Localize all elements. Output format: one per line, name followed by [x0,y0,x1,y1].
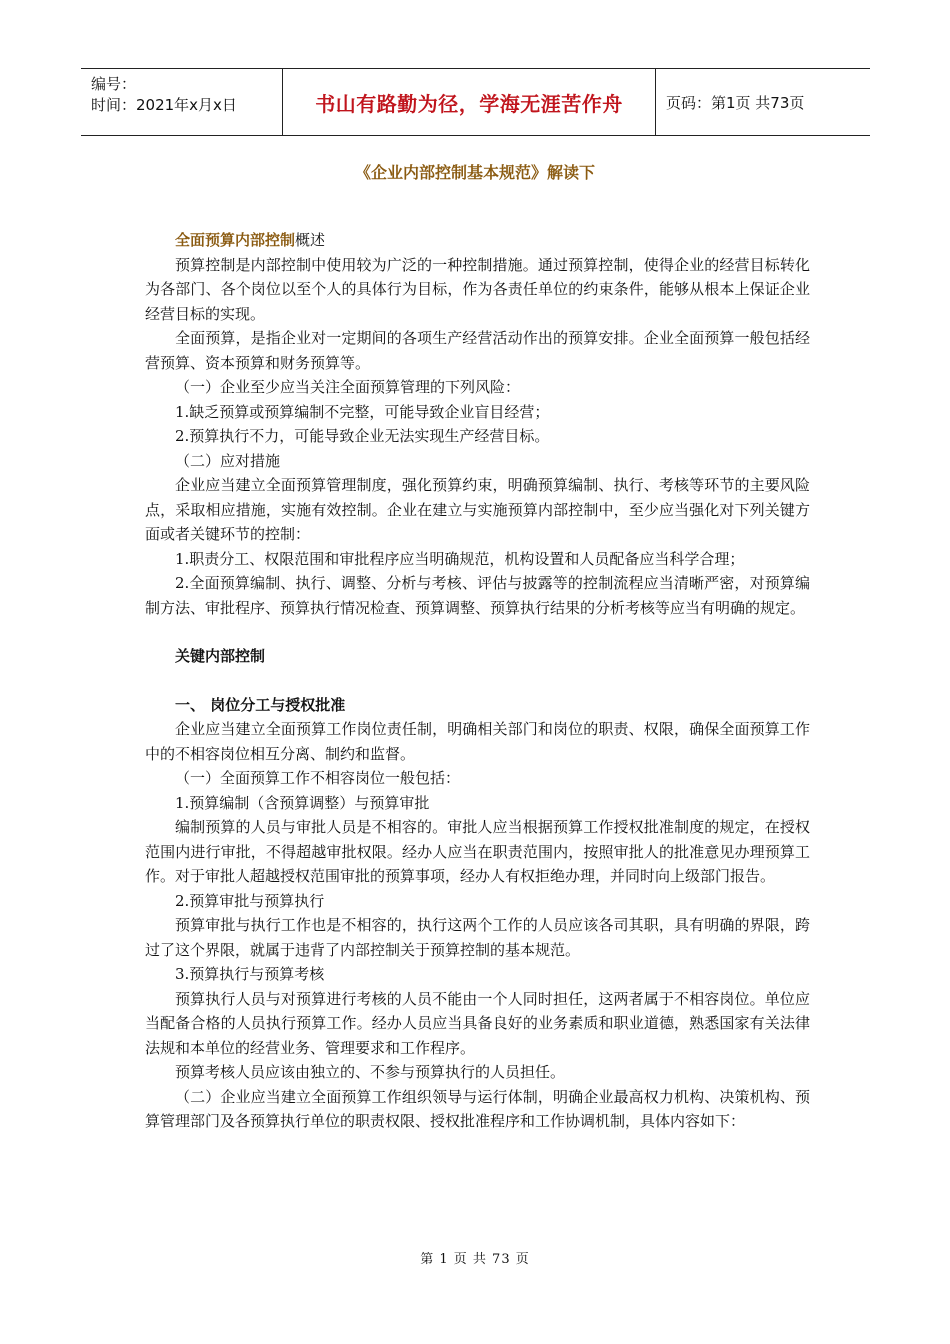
paragraph: 2.全面预算编制、执行、调整、分析与考核、评估与披露等的控制流程应当清晰严密，对预算编制方法、审批程序、预算执行情况检查、预算调整、预算执行结果的分析考核等应当有明确的规定。 [145,574,810,617]
paragraph: （一）全面预算工作不相容岗位一般包括： [175,769,461,787]
header-page-info: 页码：第1页 共73页 [666,93,805,112]
paragraph: （二）应对措施 [175,451,281,470]
paragraph: 编制预算的人员与审批人员是不相容的。审批人应当根据预算工作授权批准制度的规定，在授权范围内进行审批，不得超越审批权限。经办人应当在职责范围内，按照审批人的批准意见办理预算工作。对于审批人超越授权范围审批的预算事项，经办人有权拒绝办理，并同时向上级部门报告。 [145,818,810,885]
document-body [145,228,810,1134]
paragraph: 1.预算编制（含预算调整）与预算审批 [175,793,430,812]
header-table [81,68,870,136]
paragraph: 预算控制是内部控制中使用较为广泛的一种控制措施。通过预算控制，使得企业的经营目标转化为各部门、各个岗位以至个人的具体行为目标，作为各责任单位的约束条件，能够从根本上保证企业经营目标的实现。 [145,255,810,323]
paragraph: （二）企业应当建立全面预算工作组织领导与运行体制，明确企业最高权力机构、决策机构、预算管理部门及各预算执行单位的职责权限、授权批准程序和工作协调机制，具体内容如下： [145,1087,810,1130]
header-motto: 书山有路勤为径，学海无涯苦作舟 [282,69,656,135]
header-meta-cell [81,69,282,135]
section-duty-separation-title: 一、 岗位分工与授权批准 [175,695,346,714]
paragraph: 企业应当建立全面预算工作岗位责任制，明确相关部门和岗位的职责、权限，确保全面预算工作中的不相容岗位相互分离、制约和监督。 [145,720,810,763]
paragraph: 企业应当建立全面预算管理制度，强化预算约束，明确预算编制、执行、考核等环节的主要风险点，采取相应措施，实施有效控制。企业在建立与实施预算内部控制中，至少应当强化对下列关键方面或者关键环节的控制： [145,476,810,543]
paragraph: 2.预算执行不力，可能导致企业无法实现生产经营目标。 [175,427,550,445]
paragraph: 1.缺乏预算或预算编制不完整，可能导致企业盲目经营； [175,402,550,421]
paragraph: 预算执行人员与对预算进行考核的人员不能由一个人同时担任，这两者属于不相容岗位。单位应当配备合格的人员执行预算工作。经办人员应当具备良好的业务素质和职业道德，熟悉国家有关法律法规和本单位的经营业务、管理要求和工作程序。 [145,989,810,1057]
section-overview-title-rest: 概述 [295,231,326,249]
section-overview-heading [145,228,810,253]
paragraph: 2.预算审批与预算执行 [175,891,325,910]
paragraph: 1.职责分工、权限范围和审批程序应当明确规范，机构设置和人员配备应当科学合理； [175,549,745,568]
paragraph: 预算考核人员应该由独立的、不参与预算执行的人员担任。 [175,1063,566,1081]
paragraph: 3.预算执行与预算考核 [175,965,325,983]
date-label: 时间：2021年x月x日 [91,96,237,114]
section-key-controls-title: 关键内部控制 [175,647,266,665]
paragraph: （一）企业至少应当关注全面预算管理的下列风险： [175,378,521,396]
section-overview-title-strong: 全面预算内部控制 [175,231,296,249]
number-label: 编号： [91,75,137,93]
page-footer: 第 1 页 共 73 页 [420,1252,530,1267]
paragraph: 预算审批与执行工作也是不相容的，执行这两个工作的人员应该各司其职，具有明确的界限，跨过了这个界限，就属于违背了内部控制关于预算控制的基本规范。 [145,916,810,959]
paragraph: 全面预算，是指企业对一定期间的各项生产经营活动作出的预算安排。企业全面预算一般包括经营预算、资本预算和财务预算等。 [145,329,810,372]
document-title: 《企业内部控制基本规范》解读下 [354,163,595,182]
